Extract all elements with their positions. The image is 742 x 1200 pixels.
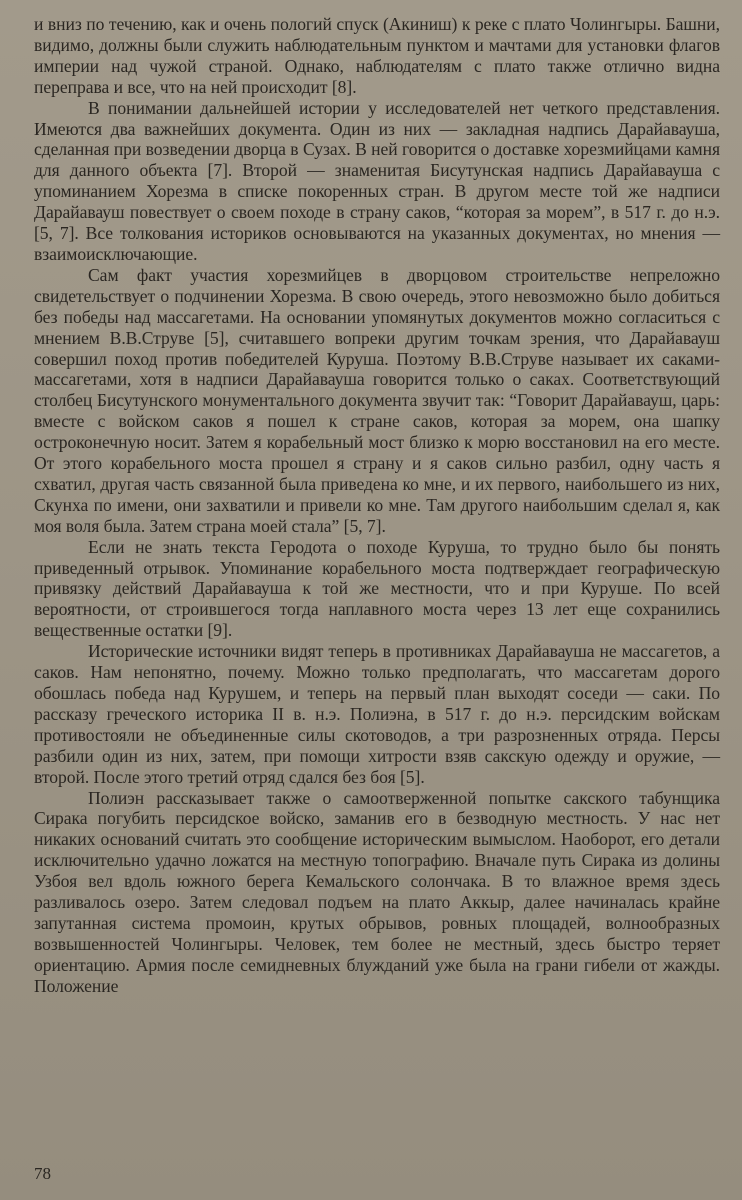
paragraph-6: Полиэн рассказывает также о самоотверженной попытке сакского табунщика Сирака погубить персидское войско, заманив его в безводную местность. У нас нет никаких оснований считать это сообщение историческим вымыслом. Наоборот, его детали исключительно удачно ложатся на местную топографию. Вначале путь Сирака из долины Узбоя вел вдоль южного берега Кемальского солончака. В то влажное время здесь разливалось озеро. Затем следовал подъем на плато Аккыр, далее начиналась крайне запутанная система промоин, крутых обрывов, ровных площадей, волнообразных возвышенностей Чолингыры. Человек, тем более не местный, здесь быстро теряет ориентацию. Армия после семидневных блужданий уже была на грани гибели от жажды. Положение	[34, 787, 720, 996]
paragraph-5: Исторические источники видят теперь в противниках Дарайавауша не массагетов, а саков. Нам непонятно, почему. Можно только предполагать, что массагетам дорого обошлась победа над Курушем, и теперь на первый план выходят соседи — саки. По рассказу греческого историка II в. н.э. Полиэна, в 517 г. до н.э. персидским войскам противостояли не объединенные силы скотоводов, а три разрозненных отряда. Персы разбили один из них, затем, при помощи хитрости взяв сакскую одежду и оружие, — второй. После этого третий отряд сдался без боя [5].	[34, 641, 720, 787]
paragraph-4: Если не знать текста Геродота о походе Куруша, то трудно было бы понять приведенный отрывок. Упоминание корабельного моста подтверждает географическую привязку действий Дарайавауша к той же местности, что и при Куруше. По всей вероятности, от строившегося тогда наплавного моста через 13 лет еще сохранились вещественные остатки [9].	[34, 536, 720, 641]
paragraph-1: и вниз по течению, как и очень пологий спуск (Акиниш) к реке с плато Чолингыры. Башни, видимо, должны были служить наблюдательным пунктом и мачтами для установки флагов империи над чужой страной. Однако, наблюдателям с плато также отлично видна переправа и все, что на ней происходит [8].	[34, 14, 720, 97]
paragraph-2: В понимании дальнейшей истории у исследователей нет четкого представления. Имеются два важнейших документа. Один из них — закладная надпись Дарайавауша, сделанная при возведении дворца в Сузах. В ней говорится о доставке хорезмийцами камня для данного объекта [7]. Второй — знаменитая Бисутунская надпись Дарайавауша с упоминанием Хорезма в списке покоренных стран. В другом месте той же надписи Дарайавауш повествует о своем походе в страну саков, “которая за морем”, в 517 г. до н.э. [5, 7]. Все толкования историков основываются на указанных документах, но мнения — взаимоисключающие.	[34, 97, 720, 264]
paragraph-3: Сам факт участия хорезмийцев в дворцовом строительстве непреложно свидетельствует о подчинении Хорезма. В свою очередь, этого невозможно было добиться без победы над массагетами. На основании упомянутых документов можно согласиться с мнением В.В.Струве [5], считавшего вопреки другим точкам зрения, что Дарайавауш совершил поход против победителей Куруша. Поэтому В.В.Струве называет их саками-массагетами, хотя в надписи Дарайавауша говорится только о саках. Соответствующий столбец Бисутунского монументального документа звучит так: “Говорит Дарайавауш, царь: вместе с войском саков я пошел к стране саков, которая за морем, она шапку остроконечную носит. Затем я корабельный мост близко к морю восстановил на его месте. От этого корабельного моста прошел я страну и я саков сильно разбил, одну часть я схватил, другая часть связанной была приведена ко мне, и их первого, наибольшего из них, Скунха по имени, они захватили и привели ко мне. Там другого наибольшим сделал я, как моя воля была. Затем страна моей стала” [5, 7].	[34, 264, 720, 536]
page-number: 78	[34, 1164, 51, 1183]
